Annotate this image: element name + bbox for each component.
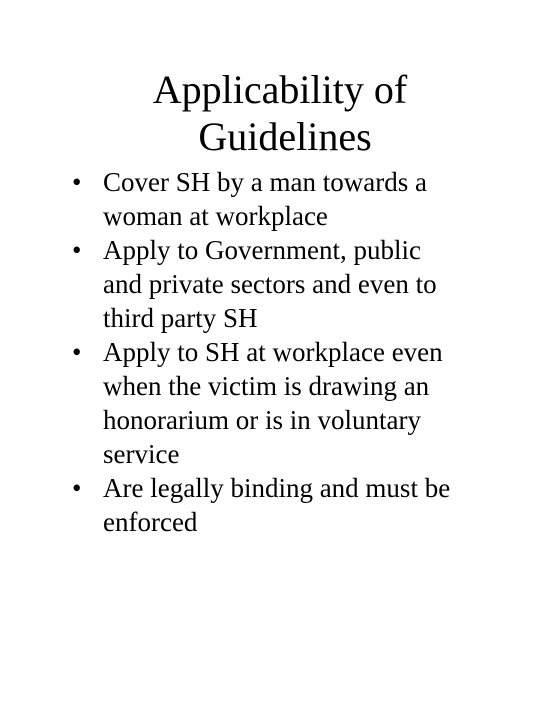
bullet-text xyxy=(103,233,532,335)
bullet-icon: • xyxy=(72,473,82,503)
bullet-line: Are legally binding and must be xyxy=(103,473,451,503)
bullet-item xyxy=(72,233,532,335)
bullet-line: honorarium or is in voluntary xyxy=(103,405,421,435)
bullet-icon: • xyxy=(72,337,82,367)
bullet-line: Apply to Government, public xyxy=(103,235,421,265)
bullet-line: when the victim is drawing an xyxy=(103,371,430,401)
bullet-list xyxy=(72,165,532,539)
bullet-text xyxy=(103,471,532,539)
slide-title-line: Applicability of xyxy=(152,67,408,112)
bullet-item xyxy=(72,335,532,471)
bullet-icon: • xyxy=(72,235,82,265)
slide-title xyxy=(120,66,440,160)
bullet-line: third party SH xyxy=(103,303,258,333)
bullet-line: service xyxy=(103,439,180,469)
bullet-line: enforced xyxy=(103,507,198,537)
slide-title-line: Guidelines xyxy=(198,114,372,159)
bullet-line: Cover SH by a man towards a xyxy=(103,167,427,197)
bullet-line: and private sectors and even to xyxy=(103,269,437,299)
bullet-text xyxy=(103,335,532,471)
bullet-item xyxy=(72,471,532,539)
bullet-line: Apply to SH at workplace even xyxy=(103,337,443,367)
bullet-item xyxy=(72,165,532,233)
bullet-line: woman at workplace xyxy=(103,201,328,231)
bullet-text xyxy=(103,165,532,233)
bullet-icon: • xyxy=(72,167,82,197)
